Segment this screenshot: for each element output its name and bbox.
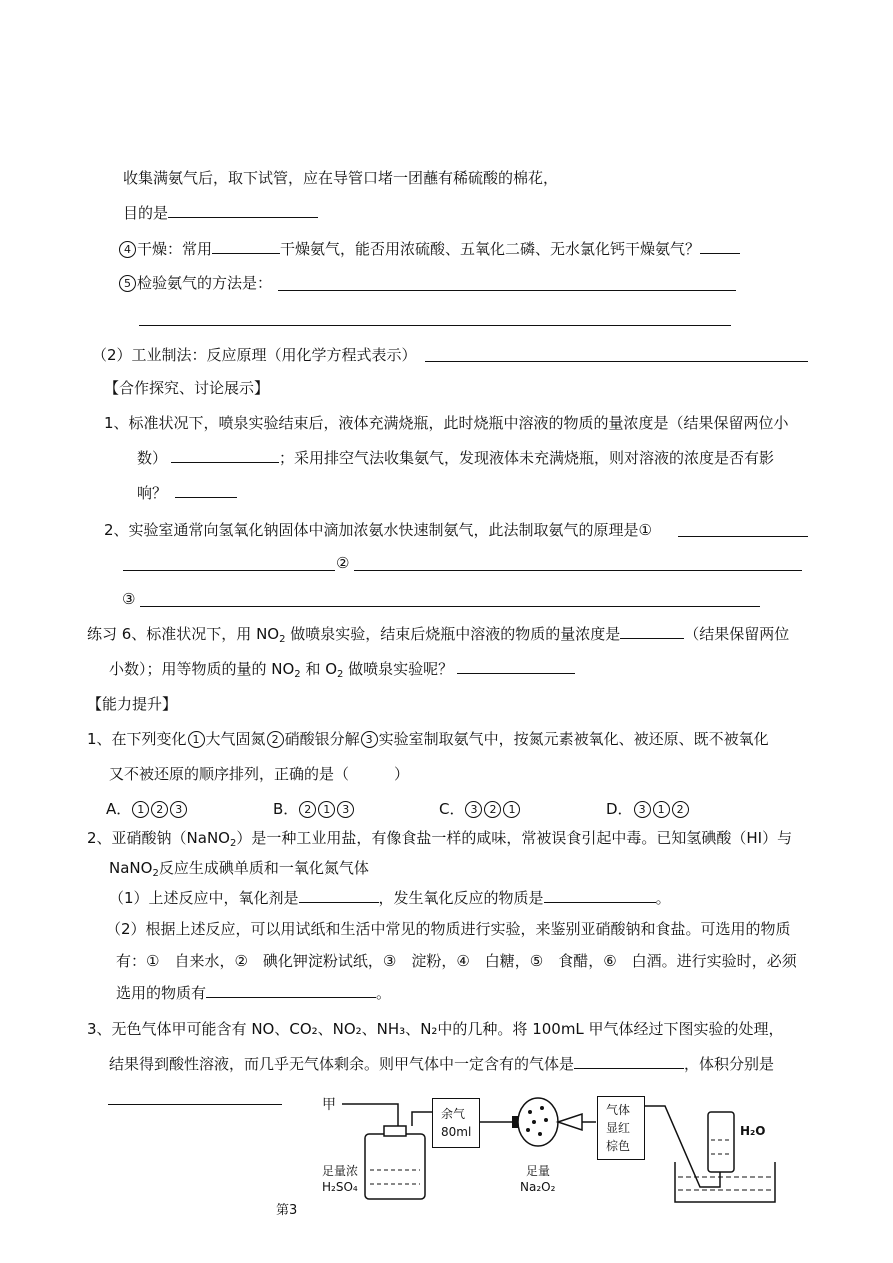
answer-line[interactable] [108, 1104, 282, 1105]
option-c[interactable] [439, 799, 521, 819]
text-line [123, 203, 318, 223]
text-line: （2）根据上述反应，可以用试纸和生活中常见的物质进行实验，来鉴别亚硝酸钠和食盐。可选用的物质 [106, 920, 791, 938]
subscript: 2 [229, 838, 237, 849]
circled-number: 3 [337, 801, 354, 818]
collection-tube [708, 1112, 734, 1172]
text-line [87, 828, 792, 854]
text-fragment: 反应生成碘单质和一氧化氮气体 [158, 859, 369, 877]
text-line [109, 858, 369, 884]
text-line [109, 888, 671, 908]
section-heading: 【能力提升】 [87, 695, 178, 713]
text-line: ③ [122, 590, 136, 608]
text-fragment: ；采用排空气法收集氨气，发现液体未充满烧瓶，则对溶液的浓度是否有影 [279, 449, 775, 467]
text-line: 2、实验室通常向氢氧化钠固体中滴加浓氨水快速制氨气，此法制取氨气的原理是① [104, 521, 652, 539]
text-line: 3、无色气体甲可能含有 NO、CO₂、NO₂、NH₃、N₂中的几种。将 100mL 甲气体经过下图实验的处理， [87, 1020, 784, 1038]
answer-blank[interactable] [212, 239, 280, 254]
text-line [118, 273, 272, 293]
answer-blank[interactable] [171, 448, 279, 463]
answer-blank[interactable] [544, 888, 656, 903]
circled-number: 4 [119, 241, 136, 258]
option-d[interactable] [606, 799, 690, 819]
text-line [116, 983, 391, 1003]
subscript: 2 [294, 669, 301, 680]
text-fragment: 检验氨气的方法是： [137, 274, 273, 292]
text-fragment: 1、在下列变化 [87, 730, 187, 748]
text-line [118, 239, 740, 259]
option-a[interactable] [106, 799, 188, 819]
text-line: 收集满氨气后，取下试管，应在导管口堵一团蘸有稀硫酸的棉花， [123, 169, 559, 187]
remaining-gas-label: 余气 [441, 1107, 466, 1121]
answer-line[interactable] [140, 606, 760, 607]
text-fragment: 数） [137, 449, 168, 467]
answer-line[interactable] [425, 361, 808, 362]
answer-blank[interactable] [620, 624, 684, 639]
text-fragment: 硝酸银分解 [284, 730, 360, 748]
text-fragment: （结果保留两位 [684, 625, 790, 643]
circled-number: 5 [119, 275, 136, 292]
text-line [109, 659, 575, 685]
circled-number: 3 [361, 731, 378, 748]
red-gas-text: 显红 [606, 1121, 631, 1135]
circled-number: 2 [299, 801, 316, 818]
page-footer: 第3 [276, 1203, 298, 1218]
text-line: 又不被还原的顺序排列，正确的是（ ） [109, 765, 410, 783]
answer-blank[interactable] [206, 983, 376, 998]
text-line [109, 1054, 774, 1074]
text-fragment: 干燥氨气，能否用浓硫酸、五氧化二磷、无水氯化钙干燥氨气？ [280, 240, 701, 258]
text-fragment: ）是一种工业用盐，有像食盐一样的咸味，常被误食引起中毒。已知氢碘酸（HI）与 [236, 829, 793, 847]
text-fragment: 干燥：常用 [137, 240, 213, 258]
remaining-gas-volume: 80ml [441, 1125, 472, 1139]
na2o2-formula: Na₂O₂ [520, 1180, 556, 1194]
water-label: H₂O [740, 1124, 766, 1138]
option-label: A． [106, 800, 132, 818]
text-fragment: 目的是 [123, 204, 169, 222]
text-fragment: 小数）；用等物质的量的 NO [109, 660, 295, 678]
text-fragment: 实验室制取氨气中，按氮元素被氧化、被还原、既不被氧化 [378, 730, 769, 748]
red-gas-box [597, 1096, 645, 1160]
answer-line[interactable] [678, 536, 808, 537]
text-line: 有：① 自来水，② 碘化钾淀粉试纸，③ 淀粉，④ 白糖，⑤ 食醋，⑥ 白酒。进行实验时，必须 [116, 952, 797, 970]
answer-blank[interactable] [574, 1054, 684, 1069]
wash-bottle [365, 1134, 425, 1199]
circled-number: 3 [634, 801, 651, 818]
text-line: （2）工业制法：反应原理（用化学方程式表示） [92, 346, 417, 364]
answer-blank[interactable] [175, 483, 237, 498]
text-fragment: 做喷泉实验呢？ [343, 660, 454, 678]
section-heading: 【合作探究、讨论展示】 [104, 379, 270, 397]
remaining-gas-box [432, 1098, 480, 1148]
answer-blank[interactable] [168, 203, 318, 218]
text-fragment: 。 [376, 984, 392, 1002]
na2o2-tube [518, 1098, 558, 1146]
red-gas-text: 气体 [606, 1103, 631, 1117]
text-fragment: 。 [655, 889, 671, 907]
answer-blank[interactable] [457, 659, 575, 674]
circled-number: 3 [170, 801, 187, 818]
option-label: C． [439, 800, 465, 818]
answer-line[interactable] [278, 290, 736, 291]
text-fragment: ，发生氧化反应的物质是 [378, 889, 544, 907]
circled-number: 1 [503, 801, 520, 818]
circled-number: 3 [465, 801, 482, 818]
na2o2-label: 足量 [526, 1164, 551, 1178]
text-line [87, 624, 789, 650]
option-label: B． [273, 800, 299, 818]
option-b[interactable] [273, 799, 355, 819]
answer-blank[interactable] [700, 239, 740, 254]
option-label: D． [606, 800, 633, 818]
text-line [137, 448, 774, 468]
text-fragment: 大气固氮 [205, 730, 266, 748]
text-line [137, 483, 237, 503]
text-fragment: 选用的物质有 [116, 984, 207, 1002]
acid-formula: H₂SO₄ [322, 1180, 358, 1194]
text-fragment: 练习 6、标准状况下，用 NO [87, 625, 280, 643]
text-fragment: 做喷泉实验，结束后烧瓶中溶液的物质的量浓度是 [285, 625, 621, 643]
gas-label: 甲 [322, 1097, 336, 1113]
red-gas-text: 棕色 [606, 1139, 631, 1153]
text-fragment: （1）上述反应中，氧化剂是 [109, 889, 299, 907]
text-fragment: 和 O [300, 660, 338, 678]
subscript: 2 [337, 669, 344, 680]
circled-number: 2 [672, 801, 689, 818]
subscript: 2 [152, 868, 159, 879]
answer-line[interactable] [139, 325, 731, 326]
circled-number: 2 [484, 801, 501, 818]
answer-line[interactable] [354, 570, 802, 571]
text-fragment: NaNO [109, 859, 153, 877]
text-fragment: ，体积分别是 [684, 1055, 775, 1073]
answer-line[interactable] [123, 570, 335, 571]
circled-number: 1 [318, 801, 335, 818]
acid-label: 足量浓 [322, 1164, 359, 1178]
circled-number: 1 [132, 801, 149, 818]
subscript: 2 [279, 634, 286, 645]
text-line: ② [336, 554, 350, 572]
answer-blank[interactable] [299, 888, 379, 903]
text-fragment: 结果得到酸性溶液，而几乎无气体剩余。则甲气体中一定含有的气体是 [109, 1055, 575, 1073]
text-line [87, 729, 769, 749]
circled-number: 1 [188, 731, 205, 748]
circled-number: 2 [267, 731, 284, 748]
text-fragment: 2、亚硝酸钠（NaNO [87, 829, 230, 847]
text-line: 1、标准状况下，喷泉实验结束后，液体充满烧瓶，此时烧瓶中溶液的物质的量浓度是（结果保留两位小 [104, 414, 789, 432]
apparatus-diagram [320, 1092, 785, 1207]
circled-number: 2 [151, 801, 168, 818]
text-fragment: 响？ [137, 484, 168, 502]
circled-number: 1 [653, 801, 670, 818]
